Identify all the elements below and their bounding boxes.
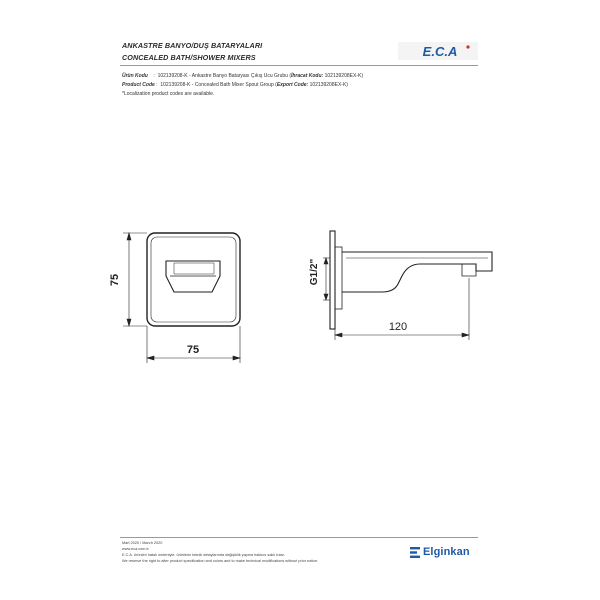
front-width-label: 75	[186, 344, 200, 356]
front-plate-outer	[147, 233, 240, 326]
footer-website: www.eca.com.tr	[122, 547, 149, 551]
side-thread-label: G1/2"	[309, 258, 320, 286]
front-height-label: 75	[109, 273, 121, 287]
document-title-tr: ANKASTRE BANYO/DUŞ BATARYALARI	[122, 41, 263, 50]
side-view	[330, 231, 492, 329]
product-code-tr-value: 102139208-K - Ankastre Banyo Bataryası Çıkış Ucu Grubu	[157, 73, 288, 79]
localization-note: *Localization product codes are available.	[122, 91, 215, 97]
export-code-en-label: Export Code:	[276, 82, 309, 88]
eca-logo-text: E.C.A	[422, 44, 458, 59]
document-title-en: CONCEALED BATH/SHOWER MIXERS	[122, 53, 256, 62]
footer-disclaimer-en: We reserve the right to alter product specification and colors and to make technical modifications without prior notice.	[122, 559, 319, 563]
side-length-label: 120	[388, 321, 408, 333]
elginkan-logo-icon	[410, 547, 420, 558]
side-plate	[330, 231, 335, 329]
side-thread-dimension	[323, 258, 330, 300]
elginkan-brand-name: Elginkan	[423, 546, 470, 558]
export-code-en-value: 102139208EX-K	[309, 82, 347, 88]
front-height-dimension	[123, 233, 147, 326]
product-code-en-label: Product Code	[122, 82, 155, 88]
product-code-tr-label: Ürün Kodu	[122, 73, 148, 79]
footer-divider	[120, 537, 478, 538]
export-code-tr-value: 102139208EX-K	[324, 73, 362, 79]
front-plate-inner	[151, 237, 236, 322]
product-code-en-value: 102139208-K - Concealed Bath Mixer Spout Group	[160, 82, 274, 88]
product-code-en: Product Code : 102139208-K - Concealed Bath Mixer Spout Group (Export Code: 102139208EX-K)	[122, 82, 348, 88]
export-code-tr-label: İhracat Kodu:	[290, 73, 324, 79]
footer-disclaimer-tr: E.C.A. ürünleri hatalı nedeniyle, ürünlerin teknik detaylarında değişiklik yapma hakkını saklı tutar.	[122, 553, 285, 557]
footer-date: Mart 2020 / March 2020	[122, 541, 163, 545]
front-view	[147, 233, 240, 326]
elginkan-logo	[410, 546, 470, 558]
product-code-tr: Ürün Kodu : 102139208-K - Ankastre Banyo Bataryası Çıkış Ucu Grubu (İhracat Kodu: 102139208EX-K)	[122, 73, 363, 79]
